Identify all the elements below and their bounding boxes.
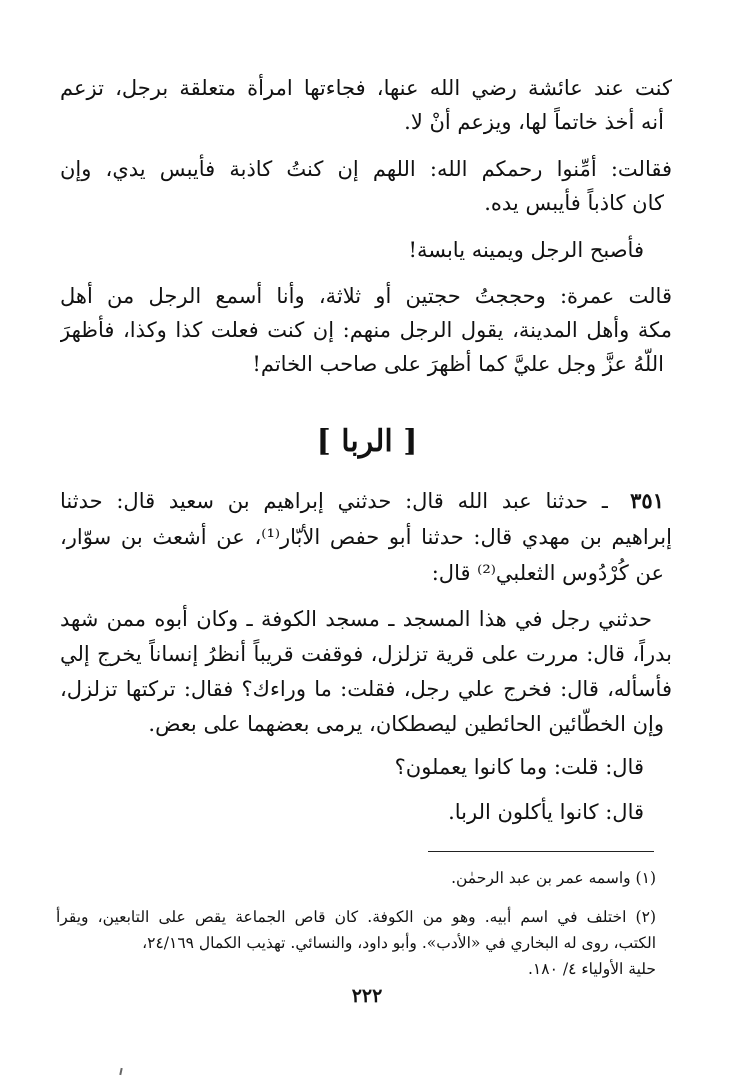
paragraph-3-line-1: فأصبح الرجل ويمينه يابسة! <box>408 238 644 262</box>
hadith-matn-line-1: حدثني رجل في هذا المسجد ـ مسجد الكوفة ـ وكان أبوه ممن شهد <box>60 607 652 631</box>
section-heading: [ الربا ] <box>316 424 418 459</box>
paragraph-4-line-2: مكة وأهل المدينة، يقول الرجل منهم: إن كنت فعلت كذا وكذا، فأظهرَ <box>60 318 672 342</box>
paragraph-2-line-1: فقالت: أمِّنوا رحمكم الله: اللهم إن كنتُ كاذبة فأيبس يدي، وإن <box>60 157 672 181</box>
hadith-isnad-line-3: عن كُرْدُوس الثعلبي⁽²⁾ قال: <box>431 561 664 585</box>
scan-mark <box>119 1068 122 1075</box>
hadith-dialogue-line-2: قال: كانوا يأكلون الربا. <box>448 800 644 824</box>
hadith-matn-line-4: وإن الخطّائين الحائطين ليصطكان، يرمى بعضهما على بعض. <box>148 712 664 736</box>
footnote-2-line-3: حلية الأولياء ٤/ ١٨٠. <box>527 960 656 978</box>
paragraph-4-line-1: قالت عمرة: وحججتُ حجتين أو ثلاثة، وأنا أسمع الرجل من أهل <box>60 284 672 308</box>
paragraph-4-line-3: اللّهُ عزَّ وجل عليَّ كما أظهرَ على صاحب الخاتم! <box>252 352 664 376</box>
footnote-1: (١) واسمه عمر بن عبد الرحمٰن. <box>451 869 656 887</box>
page-number: ٢٢٢ <box>351 985 383 1007</box>
hadith-number: ٣٥١ <box>630 488 664 513</box>
hadith-matn-line-3: فأسأله، قال: فخرج علي رجل، فقلت: ما وراءك؟ فقال: تركتها تزلزل، <box>60 677 672 701</box>
footnote-2-line-2: الكتب، روى له البخاري في «الأدب». وأبو داود، والنسائي. تهذيب الكمال ٢٤/١٦٩، <box>142 934 656 952</box>
hadith-dialogue-line-1: قال: قلت: وما كانوا يعملون؟ <box>394 755 644 779</box>
paragraph-1-line-2: أنه أخذ خاتماً لها، ويزعم أنْ لا. <box>404 110 664 134</box>
hadith-isnad-line-2: إبراهيم بن مهدي قال: حدثنا أبو حفص الأبّار⁽¹⁾، عن أشعث بن سوّار، <box>60 525 672 549</box>
paragraph-2-line-2: كان كاذباً فأيبس يده. <box>484 191 664 215</box>
hadith-isnad-line-1: ـ حدثنا عبد الله قال: حدثني إبراهيم بن سعيد قال: حدثنا <box>60 489 608 513</box>
paragraph-1-line-1: كنت عند عائشة رضي الله عنها، فجاءتها امرأة متعلقة برجل، تزعم <box>60 76 672 100</box>
footnote-divider <box>428 851 654 852</box>
hadith-matn-line-2: بدراً، قال: مررت على قرية تزلزل، فوقفت قريباً أنظرُ إنساناً يخرج إلي <box>60 642 672 666</box>
footnote-2-line-1: (٢) اختلف في اسم أبيه. وهو من الكوفة. كان قاص الجماعة يقص على التابعين، ويقرأ <box>56 908 656 926</box>
